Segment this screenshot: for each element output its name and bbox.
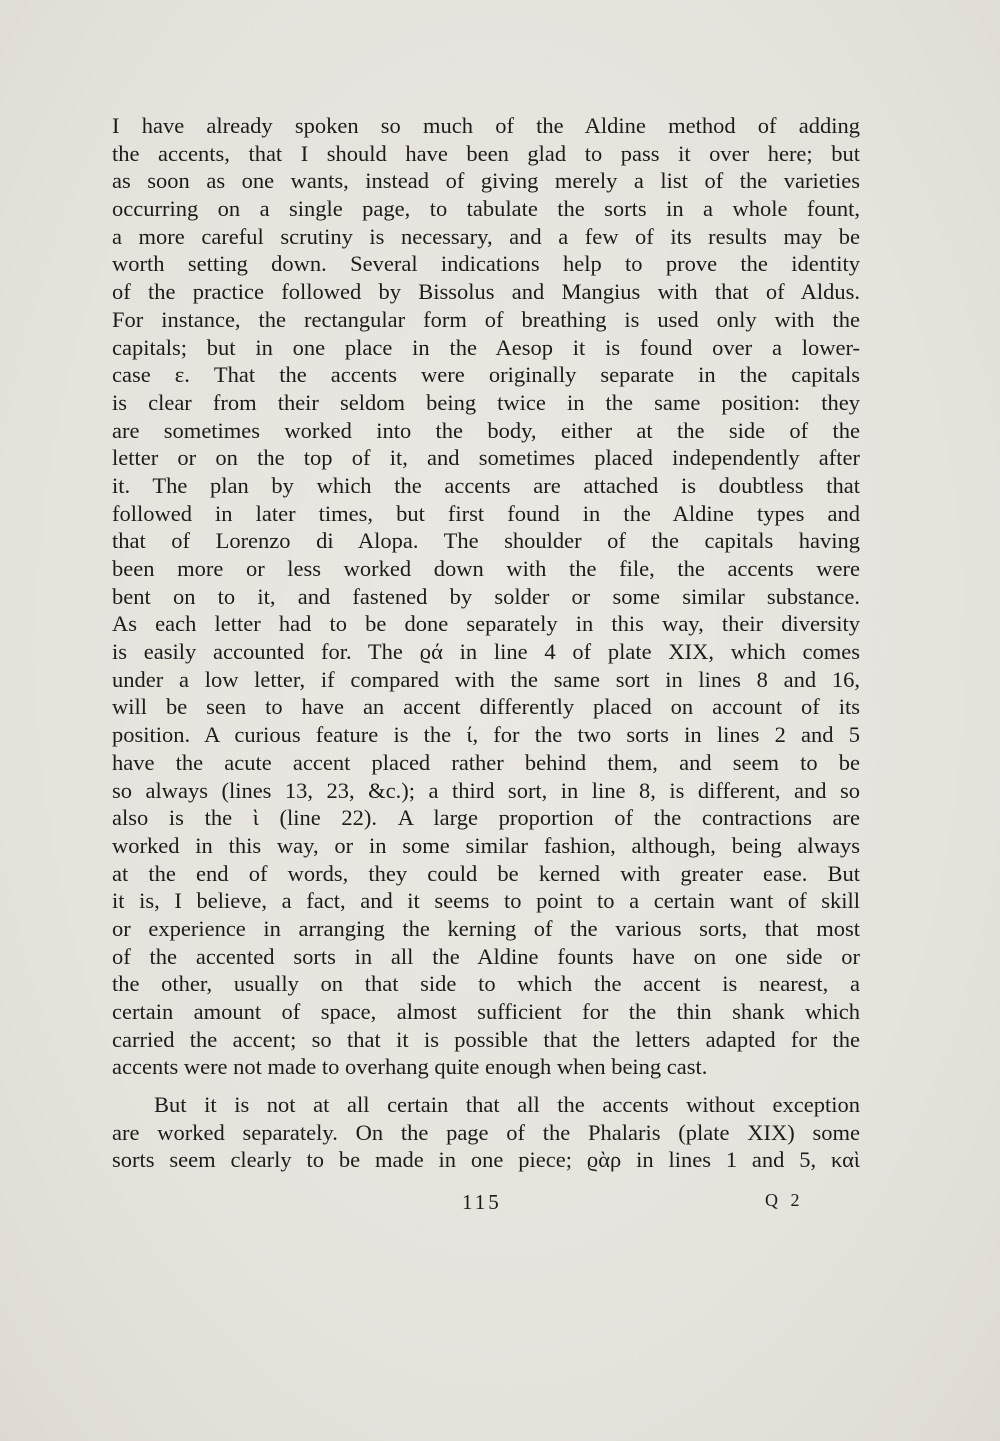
text-line: case ε. That the accents were originally separate in the capitals bbox=[112, 362, 860, 388]
paragraph bbox=[112, 112, 860, 1081]
text-line: certain amount of space, almost sufficient for the thin shank which bbox=[112, 999, 860, 1024]
text-line: letter or on the top of it, and sometimes placed independently after bbox=[112, 445, 860, 471]
text-line: I have already spoken so much of the Aldine method of adding bbox=[112, 113, 860, 138]
text-line: of the practice followed by Bissolus and Mangius with that of Aldus. bbox=[112, 279, 860, 305]
signature-mark: Q 2 bbox=[765, 1190, 804, 1210]
text-line: As each letter had to be done separately in this way, their diversity bbox=[112, 611, 860, 637]
text-line: capitals; but in one place in the Aesop it is found over a lower- bbox=[112, 334, 860, 360]
paragraph bbox=[112, 1091, 860, 1174]
text-line: the accents, that I should have been glad to pass it over here; but bbox=[112, 140, 860, 166]
text-line: worth setting down. Several indications help to prove the identity bbox=[112, 251, 860, 277]
text-line: followed in later times, but first found in the Aldine types and bbox=[112, 500, 860, 526]
text-line: under a low letter, if compared with the same sort in lines 8 and 16, bbox=[112, 666, 860, 692]
text-line: have the acute accent placed rather behind them, and seem to be bbox=[112, 749, 860, 775]
text-line: will be seen to have an accent differently placed on account of its bbox=[112, 694, 860, 720]
text-line: also is the ὶ (line 22). A large proportion of the contractions are bbox=[112, 805, 860, 831]
text-line: is clear from their seldom being twice in the same position: they bbox=[112, 389, 860, 415]
text-line: that of Lorenzo di Alopa. The shoulder of the capitals having bbox=[112, 528, 860, 554]
text-line: accents were not made to overhang quite enough when being cast. bbox=[112, 1054, 708, 1080]
text-line: For instance, the rectangular form of breathing is used only with the bbox=[112, 306, 860, 332]
text-line: as soon as one wants, instead of giving merely a list of the varieties bbox=[112, 168, 860, 194]
text-line: it is, I believe, a fact, and it seems to point to a certain want of skill bbox=[112, 888, 860, 914]
text-line: the other, usually on that side to which the accent is nearest, a bbox=[112, 971, 860, 997]
text-line: at the end of words, they could be kerned with greater ease. But bbox=[112, 860, 860, 886]
text-line: are sometimes worked into the body, either at the side of the bbox=[112, 417, 860, 443]
text-line: been more or less worked down with the file, the accents were bbox=[112, 556, 860, 581]
text-line: bent on to it, and fastened by solder or some similar substance. bbox=[112, 583, 860, 609]
text-line: But it is not at all certain that all the accents without exception bbox=[154, 1092, 860, 1118]
text-line: position. A curious feature is the ί, for the two sorts in lines 2 and 5 bbox=[112, 722, 860, 748]
text-line: a more careful scrutiny is necessary, and a few of its results may be bbox=[112, 223, 860, 249]
paragraph-gap bbox=[112, 1081, 860, 1091]
text-line: worked in this way, or in some similar fashion, although, being always bbox=[112, 832, 860, 858]
page-number: 115 bbox=[462, 1190, 502, 1214]
body-text bbox=[112, 112, 860, 1174]
text-line: occurring on a single page, to tabulate the sorts in a whole fount, bbox=[112, 196, 860, 222]
text-line: are worked separately. On the page of the Phalaris (plate XIX) some bbox=[112, 1119, 860, 1145]
text-line: so always (lines 13, 23, &c.); a third sort, in line 8, is different, and so bbox=[112, 777, 860, 803]
text-line: it. The plan by which the accents are attached is doubtless that bbox=[112, 472, 860, 498]
text-line: carried the accent; so that it is possible that the letters adapted for the bbox=[112, 1026, 860, 1052]
text-line: sorts seem clearly to be made in one piece; ϱὰρ in lines 1 and 5, καὶ bbox=[112, 1147, 860, 1173]
page-footer bbox=[0, 1190, 1000, 1220]
text-line: or experience in arranging the kerning of the various sorts, that most bbox=[112, 915, 860, 941]
text-line: is easily accounted for. The ϱά in line 4 of plate XIX, which comes bbox=[112, 639, 860, 665]
text-line: of the accented sorts in all the Aldine founts have on one side or bbox=[112, 943, 860, 969]
